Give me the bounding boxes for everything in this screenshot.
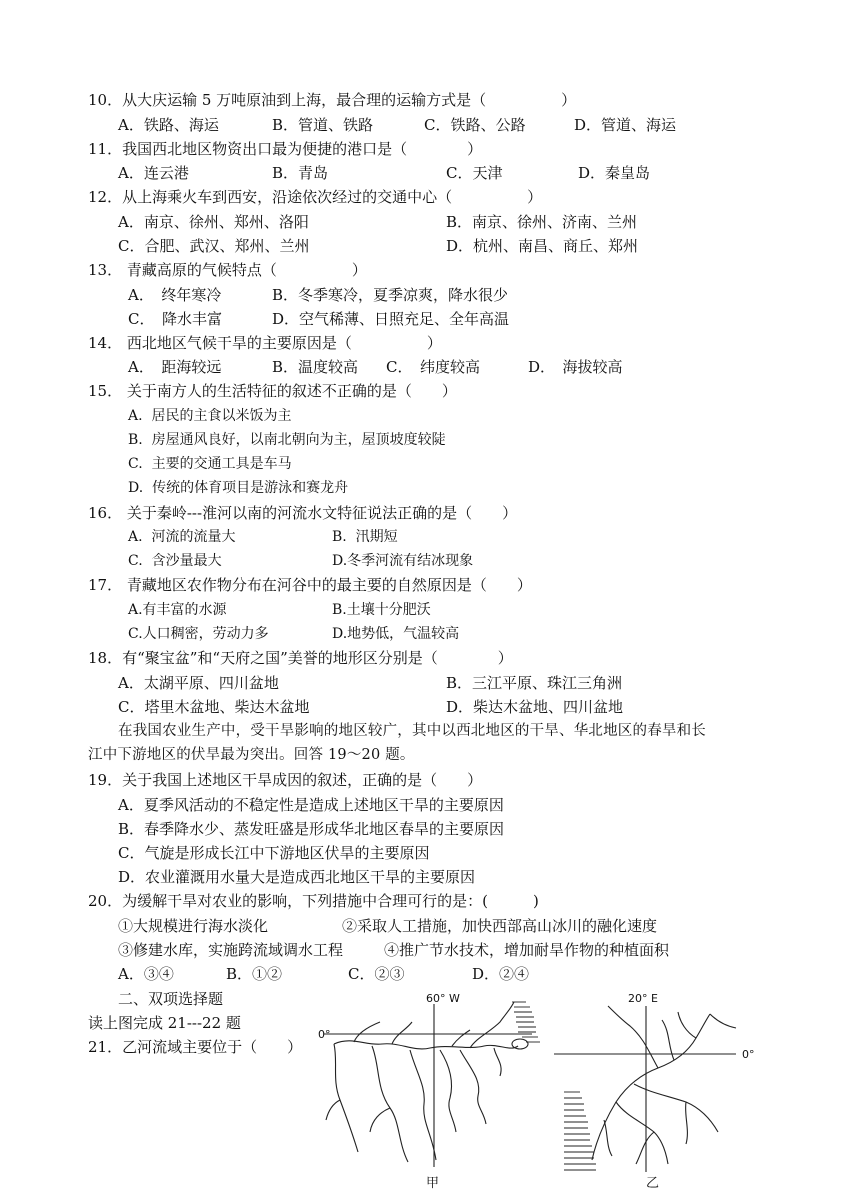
option-d: D．杭州、南昌、商丘、郑州	[446, 237, 639, 255]
option-a: A．夏季风活动的不稳定性是造成上述地区干旱的主要原因	[118, 796, 504, 814]
option-b: B. 房屋通风良好，以南北朝向为主，屋顶坡度较陡	[128, 432, 446, 448]
question-number: 14．	[88, 334, 123, 352]
section-heading: 二、双项选择题	[118, 990, 224, 1008]
question-number: 16．	[88, 504, 123, 522]
measure-item-1: ①大规模进行海水淡化	[118, 917, 269, 935]
question-21	[88, 1037, 302, 1057]
read-instruction: 读上图完成 21---22 题	[88, 1014, 241, 1032]
option-b: B．①②	[226, 965, 283, 983]
option-a: A．③④	[118, 965, 174, 983]
option-a: A．铁路、海运	[118, 116, 219, 134]
question-15	[88, 381, 457, 401]
option-d: D．农业灌溉用水量大是造成西北地区干旱的主要原因	[118, 868, 476, 886]
option-a: A．连云港	[118, 164, 189, 182]
question-10	[88, 90, 576, 110]
option-c: C． 纬度较高	[386, 358, 480, 376]
question-stem: 青藏地区农作物分布在河谷中的最主要的自然原因是（ ）	[122, 576, 532, 594]
question-14	[88, 333, 442, 353]
option-b: B．温度较高	[272, 358, 359, 376]
measure-item-3: ③修建水库，实施跨流域调水工程	[118, 941, 344, 959]
question-number: 20．	[88, 892, 123, 910]
option-a: A． 终年寒冷	[128, 286, 222, 304]
sea-hatching	[512, 1002, 540, 1042]
longitude-label: 20° E	[628, 992, 658, 1005]
main-river	[334, 1041, 518, 1049]
map-caption: 甲	[426, 1176, 440, 1191]
question-stem: 西北地区气候干旱的主要原因是（ ）	[122, 334, 442, 352]
option-b: B．三江平原、珠江三角洲	[446, 674, 623, 692]
option-c: C.人口稠密，劳动力多	[128, 626, 269, 642]
question-stem: 关于秦岭---淮河以南的河流水文特征说法正确的是（ ）	[122, 504, 518, 522]
option-a: A．太湖平原、四川盆地	[118, 674, 279, 692]
question-18	[88, 648, 513, 668]
option-d: D．秦皇岛	[578, 164, 651, 182]
question-number: 18．	[88, 649, 123, 667]
question-13	[88, 260, 367, 280]
option-d: D. 传统的体育项目是游泳和赛龙舟	[128, 480, 349, 496]
question-stem: 关于我国上述地区干旱成因的叙述，正确的是（ ）	[122, 771, 483, 789]
question-stem: 我国西北地区物资出口最为便捷的港口是（ ）	[122, 140, 483, 158]
option-a: A． 距海较远	[128, 358, 222, 376]
option-c: C．合肥、武汉、郑州、兰州	[118, 237, 310, 255]
measure-item-4: ④推广节水技术，增加耐旱作物的种植面积	[384, 941, 670, 959]
passage-line-2: 江中下游地区的伏旱最为突出。回答 19～20 题。	[88, 747, 415, 763]
map-caption: 乙	[646, 1176, 660, 1191]
option-c: C．天津	[446, 164, 503, 182]
latitude-label: 0°	[742, 1048, 755, 1061]
question-number: 12．	[88, 188, 123, 206]
question-16	[88, 503, 517, 523]
river-map-yi-drawing	[550, 992, 760, 1191]
question-17	[88, 575, 532, 595]
latitude-label: 0°	[318, 1028, 331, 1041]
sea-hatching	[564, 1092, 596, 1170]
passage-line-1: 在我国农业生产中，受干旱影响的地区较广，其中以西北地区的干旱、华北地区的春旱和长	[118, 723, 706, 739]
option-b: B.土壤十分肥沃	[332, 602, 431, 618]
option-c: C. 含沙量最大	[128, 553, 222, 569]
question-stem: 有“聚宝盆”和“天府之国”美誉的地形区分别是（ ）	[122, 649, 513, 667]
river-map-jia-drawing	[300, 992, 545, 1191]
option-d: D．空气稀薄、日照充足、全年高温	[272, 310, 510, 328]
option-b: B．冬季寒冷，夏季凉爽，降水很少	[272, 286, 509, 304]
question-number: 13．	[88, 261, 123, 279]
option-d: D.冬季河流有结冰现象	[332, 553, 474, 569]
option-a: A.有丰富的水源	[128, 602, 227, 618]
option-d: D．②④	[472, 965, 530, 983]
question-stem: 为缓解干旱对农业的影响，下列措施中合理可行的是：( )	[122, 892, 539, 910]
option-c: C. 主要的交通工具是车马	[128, 456, 292, 472]
option-c: C．②③	[348, 965, 405, 983]
option-d: D． 海拔较高	[528, 358, 623, 376]
question-12	[88, 187, 542, 207]
option-b: B．春季降水少、蒸发旺盛是形成华北地区春旱的主要原因	[118, 820, 505, 838]
longitude-label: 60° W	[426, 992, 460, 1005]
river-map-jia	[300, 992, 545, 1191]
option-c: C．塔里木盆地、柴达木盆地	[118, 698, 310, 716]
question-stem: 关于南方人的生活特征的叙述不正确的是（ ）	[122, 382, 457, 400]
option-b: B．青岛	[272, 164, 329, 182]
option-a: A．南京、徐州、郑州、洛阳	[118, 213, 309, 231]
option-c: C．气旋是形成长江中下游地区伏旱的主要原因	[118, 844, 430, 862]
question-20	[88, 891, 539, 911]
question-19	[88, 770, 482, 790]
question-stem: 乙河流域主要位于（ ）	[122, 1038, 303, 1056]
option-a: A. 居民的主食以米饭为主	[128, 408, 292, 424]
measure-item-2: ②采取人工措施，加快西部高山冰川的融化速度	[342, 917, 658, 935]
question-number: 10．	[88, 91, 123, 109]
option-c: C． 降水丰富	[128, 310, 222, 328]
option-d: D．柴达木盆地、四川盆地	[446, 698, 624, 716]
option-b: B. 汛期短	[332, 529, 398, 545]
option-b: B．管道、铁路	[272, 116, 374, 134]
question-11	[88, 139, 482, 159]
river-map-yi	[550, 992, 760, 1191]
question-stem: 从大庆运输 5 万吨原油到上海，最合理的运输方式是（ ）	[122, 91, 577, 109]
question-stem: 从上海乘火车到西安，沿途依次经过的交通中心（ ）	[122, 188, 543, 206]
option-c: C．铁路、公路	[424, 116, 526, 134]
question-number: 21．	[88, 1038, 123, 1056]
option-d: D.地势低，气温较高	[332, 626, 460, 642]
question-number: 17．	[88, 576, 123, 594]
question-number: 19．	[88, 771, 123, 789]
question-stem: 青藏高原的气候特点（ ）	[122, 261, 367, 279]
option-b: B．南京、徐州、济南、兰州	[446, 213, 638, 231]
question-number: 11．	[88, 140, 123, 158]
question-number: 15．	[88, 382, 123, 400]
option-a: A. 河流的流量大	[128, 529, 236, 545]
option-d: D．管道、海运	[574, 116, 677, 134]
